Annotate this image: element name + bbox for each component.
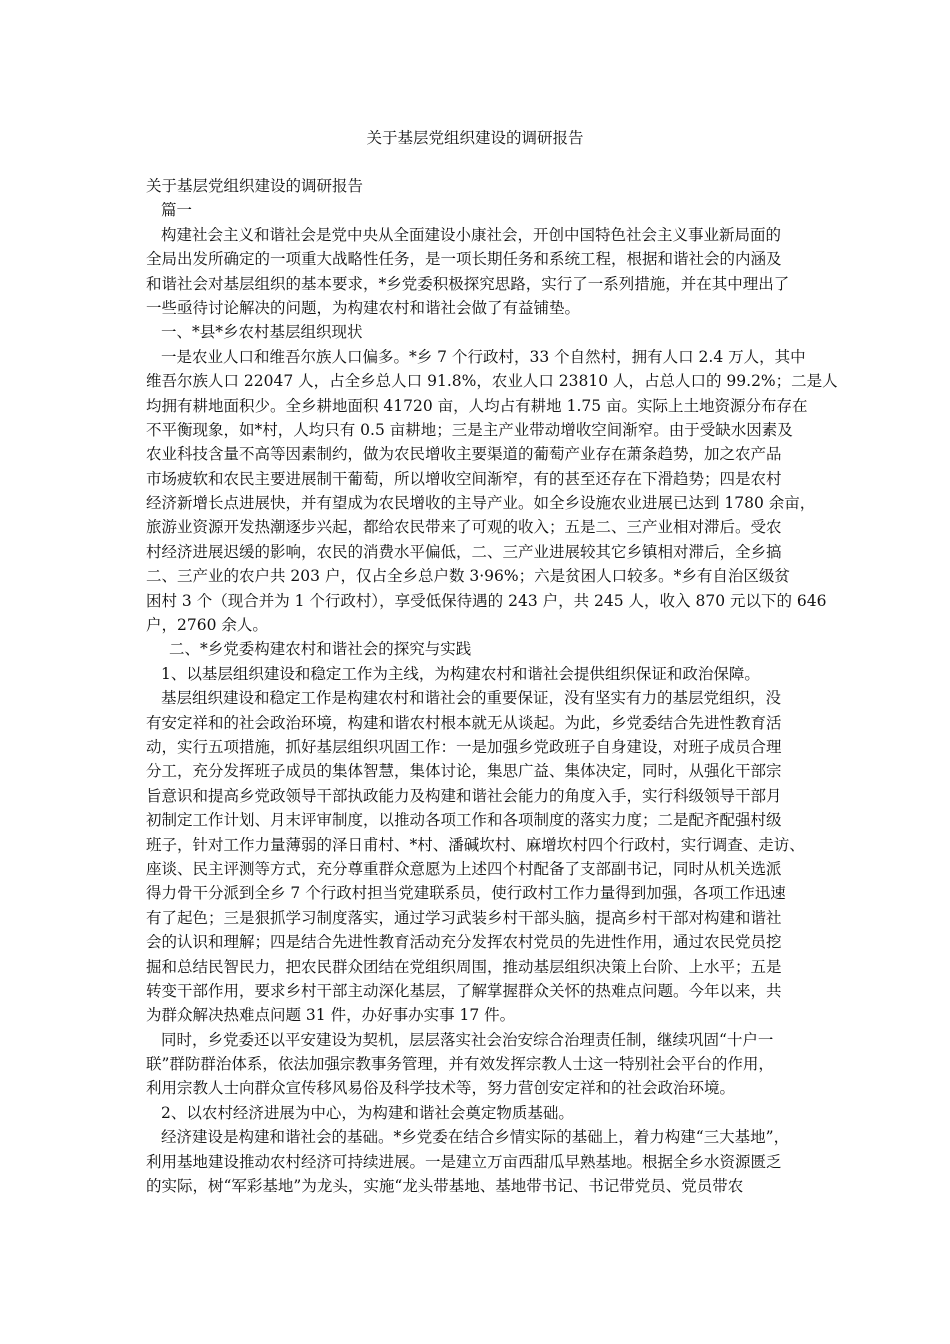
text-line: 掘和总结民智民力，把农民群众团结在党组织周围，推动基层组织决策上台阶、上水平；五是 [146, 957, 782, 976]
text-line: 分工，充分发挥班子成员的集体智慧，集体讨论，集思广益、集体决定，同时，从强化干部宗 [146, 762, 782, 781]
page-title: 关于基层党组织建设的调研报告 [366, 129, 584, 147]
text-line: 户，2760 余人。 [146, 616, 268, 635]
text-line: 经济新增长点进展快，并有望成为农民增收的主导产业。如全乡设施农业进展已达到 1780 余亩， [146, 494, 816, 513]
text-line: 会的认识和理解；四是结合先进性教育活动充分发挥农村党员的先进性作用，通过农民党员挖 [146, 933, 782, 952]
text-line: 有安定祥和的社会政治环境，构建和谐农村根本就无从谈起。为此，乡党委结合先进性教育活 [146, 713, 782, 732]
text-line: 的实际，树“军彩基地”为龙头，实施“龙头带基地、基地带书记、书记带党员、党员带农 [146, 1177, 744, 1196]
text-line: 基层组织建设和稳定工作是构建农村和谐社会的重要保证，没有坚实有力的基层党组织，没 [161, 689, 782, 708]
text-line: 联”群防群治体系，依法加强宗教事务管理，并有效发挥宗教人士这一特别社会平台的作用， [146, 1055, 774, 1074]
document-body [146, 174, 838, 1198]
text-line: 二、三产业的农户共 203 户，仅占全乡总户数 3·96%；六是贫困人口较多。*乡有自治区级贫 [146, 567, 790, 586]
text-line: 利用宗教人士向群众宣传移风易俗及科学技术等，努力营创安定祥和的社会政治环境。 [146, 1079, 736, 1098]
text-line: 座谈、民主评测等方式，充分尊重群众意愿为上述四个村配备了支部副书记，同时从机关选派 [146, 859, 782, 878]
text-line: 得力骨干分派到全乡 7 个行政村担当党建联系员，使行政村工作力量得到加强，各项工作迅速 [146, 884, 786, 903]
text-line: 一些亟待讨论解决的问题，为构建农村和谐社会做了有益铺垫。 [146, 298, 581, 317]
text-line: 村经济进展迟缓的影响，农民的消费水平偏低，二、三产业进展较其它乡镇相对滞后，全乡搞 [146, 542, 782, 561]
text-line: 利用基地建设推动农村经济可持续进展。一是建立万亩西甜瓜早熟基地。根据全乡水资源匮乏 [146, 1152, 782, 1171]
text-line: 1、以基层组织建设和稳定工作为主线，为构建农村和谐社会提供组织保证和政治保障。 [161, 664, 760, 683]
text-line: 转变干部作用，要求乡村干部主动深化基层，了解掌握群众关怀的热难点问题。今年以来，共 [146, 981, 782, 1000]
text-line: 旅游业资源开发热潮逐步兴起，都给农民带来了可观的收入；五是二、三产业相对滞后。受农 [146, 518, 782, 537]
text-line: 篇一 [161, 201, 193, 220]
text-line: 和谐社会对基层组织的基本要求，*乡党委积极探究思路，实行了一系列措施，并在其中理出了 [146, 274, 790, 293]
text-line: 为群众解决热难点问题 31 件，办好事办实事 17 件。 [146, 1006, 516, 1025]
text-line: 同时，乡党委还以平安建设为契机，层层落实社会治安综合治理责任制，继续巩固“十户一 [161, 1030, 774, 1049]
text-line: 经济建设是构建和谐社会的基础。*乡党委在结合乡情实际的基础上，着力构建“三大基地”， [161, 1128, 790, 1147]
text-line: 一、*县*乡农村基层组织现状 [161, 323, 363, 342]
text-line: 维吾尔族人口 22047 人，占全乡总人口 91.8%，农业人口 23810 人，占总人口的 99.2%；二是人 [146, 372, 838, 391]
text-line: 农业科技含量不高等因素制约，做为农民增收主要渠道的葡萄产业存在萧条趋势，加之农产品 [146, 445, 782, 464]
document-heading: 关于基层党组织建设的调研报告 [146, 177, 364, 195]
text-line: 动，实行五项措施，抓好基层组织巩固工作：一是加强乡党政班子自身建设，对班子成员合理 [146, 737, 782, 756]
text-line: 有了起色；三是狠抓学习制度落实，通过学习武装乡村干部头脑，提高乡村干部对构建和谐社 [146, 908, 782, 927]
text-line: 一是农业人口和维吾尔族人口偏多。*乡 7 个行政村，33 个自然村，拥有人口 2.4 万人，其中 [161, 347, 806, 366]
text-line: 初制定工作计划、月末评审制度，以推动各项工作和各项制度的落实力度；二是配齐配强村级 [146, 811, 782, 830]
text-line: 构建社会主义和谐社会是党中央从全面建设小康社会，开创中国特色社会主义事业新局面的 [161, 225, 782, 244]
text-line: 班子，针对工作力量薄弱的泽日甫村、*村、潘碱坎村、麻增坎村四个行政村，实行调查、走访、 [146, 835, 805, 854]
text-line: 均拥有耕地面积少。全乡耕地面积 41720 亩，人均占有耕地 1.75 亩。实际上土地资源分布存在 [146, 396, 808, 415]
text-line: 旨意识和提高乡党政领导干部执政能力及构建和谐社会能力的角度入手，实行科级领导干部月 [146, 786, 782, 805]
text-line: 二、*乡党委构建农村和谐社会的探究与实践 [169, 640, 472, 659]
text-line: 市场疲软和农民主要进展制干葡萄，所以增收空间渐窄，有的甚至还存在下滑趋势；四是农村 [146, 469, 782, 488]
text-line: 不平衡现象，如*村，人均只有 0.5 亩耕地；三是主产业带动增收空间渐窄。由于受缺水因素及 [146, 420, 793, 439]
text-line: 2、以农村经济进展为中心，为构建和谐社会奠定物质基础。 [161, 1103, 574, 1122]
text-line: 全局出发所确定的一项重大战略性任务，是一项长期任务和系统工程，根据和谐社会的内涵及 [146, 250, 782, 269]
text-line: 困村 3 个（现合并为 1 个行政村），享受低保待遇的 243 户，共 245 人，收入 870 元以下的 646 [146, 591, 827, 610]
